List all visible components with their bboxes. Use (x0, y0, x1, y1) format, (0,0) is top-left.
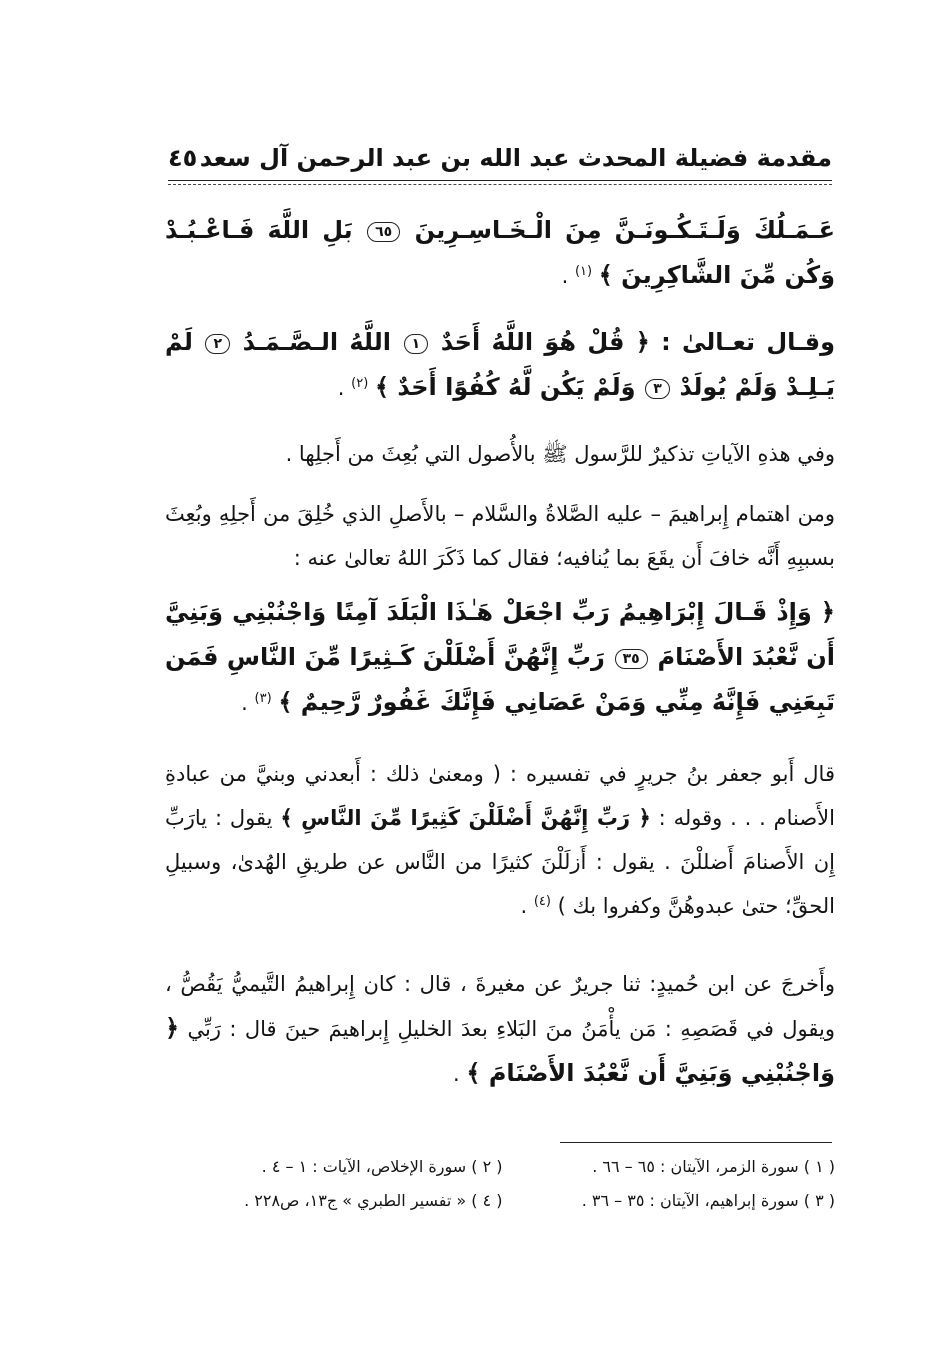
quran-verse: بَلِ اللَّهَ فَـاعْـبُـدْ وَكُن مِّنَ الشَّاكِرِينَ ﴾ (165, 216, 835, 289)
footnote-1: ( ١ ) سورة الزمر، الآيتان : ٦٥ – ٦٦ . (592, 1157, 835, 1176)
paragraph-text: وأَخرجَ عن ابن حُميدٍ: ثنا جريرٌ عن مغيرةَ ، قال : كان إِبراهيمُ التَّيميُّ يَقُصُّ ، ويقول في قَصَصِهِ : مَن يأْمَنُ منَ البَلاءِ بعدَ الخليلِ إِبراهيمَ حينَ قال : رَبِّي (165, 972, 835, 1041)
paragraph-text: وفي هذهِ الآياتِ تذكيرٌ للرَّسول ﷺ بالأُصول التي بُعِثَ من أَجلِها . (285, 442, 835, 466)
quran-verse: اللَّهُ الـصَّـمَـدُ (242, 328, 391, 356)
ayah-number-marker: ٢ (205, 334, 230, 354)
quran-verse: وَلَمْ يَكُن لَّهُ كُفُوًا أَحَدٌ ﴾ (374, 373, 636, 401)
paragraph-text: قال أَبو جعفر بنُ جريرٍ في تفسيره : ( ومعنىٰ ذلك : أَبعدني وبنيَّ من عبادةِ الأَصنام . . . وقوله : (165, 762, 835, 830)
paragraph-2: وقـال تعـالىٰ : ﴿ قُلْ هُوَ اللَّهُ أَحَدٌ ١ اللَّهُ الـصَّـمَـدُ ٢ لَمْ يَـلِـدْ وَلَمْ يُولَدْ ٣ وَلَمْ يَكُن لَّهُ كُفُوًا أَحَدٌ ﴾ $^{(٢)}$ . (165, 328, 836, 401)
ayah-number-marker: ٦٥ (367, 222, 400, 242)
ayah-number-marker: ٣٥ (615, 649, 648, 669)
footnote-row (170, 1150, 835, 1184)
quran-verse: لَمْ يَـلِـدْ وَلَمْ يُولَدْ (165, 328, 835, 401)
header-rule-dashed (168, 184, 832, 185)
paragraph-1: عَـمَـلُكَ وَلَـتَـكُـونَـنَّ مِنَ الْـخَـاسِـرِينَ ٦٥ بَلِ اللَّهَ فَـاعْـبُـدْ وَكُن مِّنَ الشَّاكِرِينَ ﴾ $^{(١)}$ . (165, 216, 835, 289)
quran-verse: رَبِّ إِنَّهُنَّ أَضْلَلْنَ كَـثِيرًا مِّنَ النَّاسِ فَمَن تَبِعَنِي فَإِنَّهُ مِنِّي وَمَنْ عَصَانِي فَإِنَّكَ غَفُورٌ رَّحِيمٌ ﴾ (165, 643, 835, 716)
paragraph-7 (165, 962, 835, 1096)
running-header (168, 138, 832, 180)
footnote-ref: (٢) (351, 376, 369, 391)
paragraph-5: ﴿ وَإِذْ قَـالَ إِبْرَاهِيمُ رَبِّ اجْعَلْ هَـٰذَا الْبَلَدَ آمِنًا وَاجْنُبْنِي وَبَنِيَّ أَن نَّعْبُدَ الأَصْنَامَ ٣٥ رَبِّ إِنَّهُنَّ أَضْلَلْنَ كَـثِيرًا مِّنَ النَّاسِ فَمَن تَبِعَنِي فَإِنَّهُ مِنِّي وَمَنْ عَصَانِي فَإِنَّكَ غَفُورٌ رَّحِيمٌ ﴾ $^{(٣)}$ . (165, 598, 836, 716)
footnote-row (170, 1184, 835, 1218)
quran-verse: عَـمَـلُكَ وَلَـتَـكُـونَـنَّ مِنَ الْـخَـاسِـرِينَ (414, 216, 835, 244)
footnote-ref: (٣) (254, 691, 272, 706)
quran-verse: وقـال تعـالىٰ : ﴿ قُلْ هُوَ اللَّهُ أَحَدٌ (440, 328, 836, 356)
paragraph-6: قال أَبو جعفر بنُ جريرٍ في تفسيره : ( ومعنىٰ ذلك : أَبعدني وبنيَّ من عبادةِ الأَصنام . . . وقوله : ﴿ رَبِّ إِنَّهُنَّ أَضْلَلْنَ كَثِيرًا مِّنَ النَّاسِ ﴾ يقول : يارَبِّ إِن الأَصنامَ أَضللْنَ . يقول : أَزلَلْنَ كثيرًا من النَّاس عن طريقِ الهُدىٰ، وسبيلِ الحقِّ؛ حتىٰ عبدوهُنَّ وكفروا بك ) $^{(٤)}$ . (165, 762, 835, 918)
paragraph-3 (165, 432, 835, 476)
ayah-number-marker: ١ (404, 334, 429, 354)
footnote-2: ( ٢ ) سورة الإخلاص، الآيات : ١ – ٤ . (261, 1157, 503, 1176)
footnotes (170, 1150, 835, 1218)
footnote-ref: (١) (574, 264, 593, 279)
footnote-3: ( ٣ ) سورة إبراهيم، الآيتان : ٣٥ – ٣٦ . (581, 1191, 835, 1210)
footnote-4: ( ٤ ) « تفسير الطبري » ج١٣، ص٢٢٨ . (244, 1191, 503, 1210)
header-rule (168, 180, 832, 181)
footnote-separator (560, 1142, 832, 1143)
paragraph-text: ومن اهتمام إِبراهيمَ – عليه الصَّلاةُ والسَّلام – بالأَصلِ الذي خُلِقَ من أَجلِهِ وبُعِثَ بسببِهِ أَنَّه خافَ أَن يقَعَ بما يُنافيه؛ فقال كما ذَكَرَ اللهُ تعالىٰ عنه : (165, 502, 835, 570)
header-title: مقدمة فضيلة المحدث عبد الله بن عبد الرحمن آل سعد (199, 144, 832, 172)
quran-verse: ﴿ وَاجْنُبْنِي وَبَنِيَّ أَن نَّعْبُدَ الأَصْنَامَ ﴾ (165, 1014, 835, 1087)
footnote-ref: (٤) (533, 894, 551, 909)
quran-verse: ﴿ رَبِّ إِنَّهُنَّ أَضْلَلْنَ كَثِيرًا مِّنَ النَّاسِ ﴾ (280, 806, 651, 830)
quran-verse: ﴿ وَإِذْ قَـالَ إِبْرَاهِيمُ رَبِّ اجْعَلْ هَـٰذَا الْبَلَدَ آمِنًا وَاجْنُبْنِي وَبَنِيَّ أَن نَّعْبُدَ الأَصْنَامَ (165, 598, 836, 671)
ayah-number-marker: ٣ (645, 379, 670, 399)
paragraph-text: يقول : يارَبِّ إِن الأَصنامَ أَضللْنَ . يقول : أَزلَلْنَ كثيرًا من النَّاس عن طريقِ الهُدىٰ، وسبيلِ الحقِّ؛ حتىٰ عبدوهُنَّ وكفروا بك ) (165, 806, 835, 918)
paragraph-end: . (453, 1062, 460, 1086)
page-number: ٤٥ (168, 144, 198, 172)
paragraph-4 (165, 492, 835, 580)
